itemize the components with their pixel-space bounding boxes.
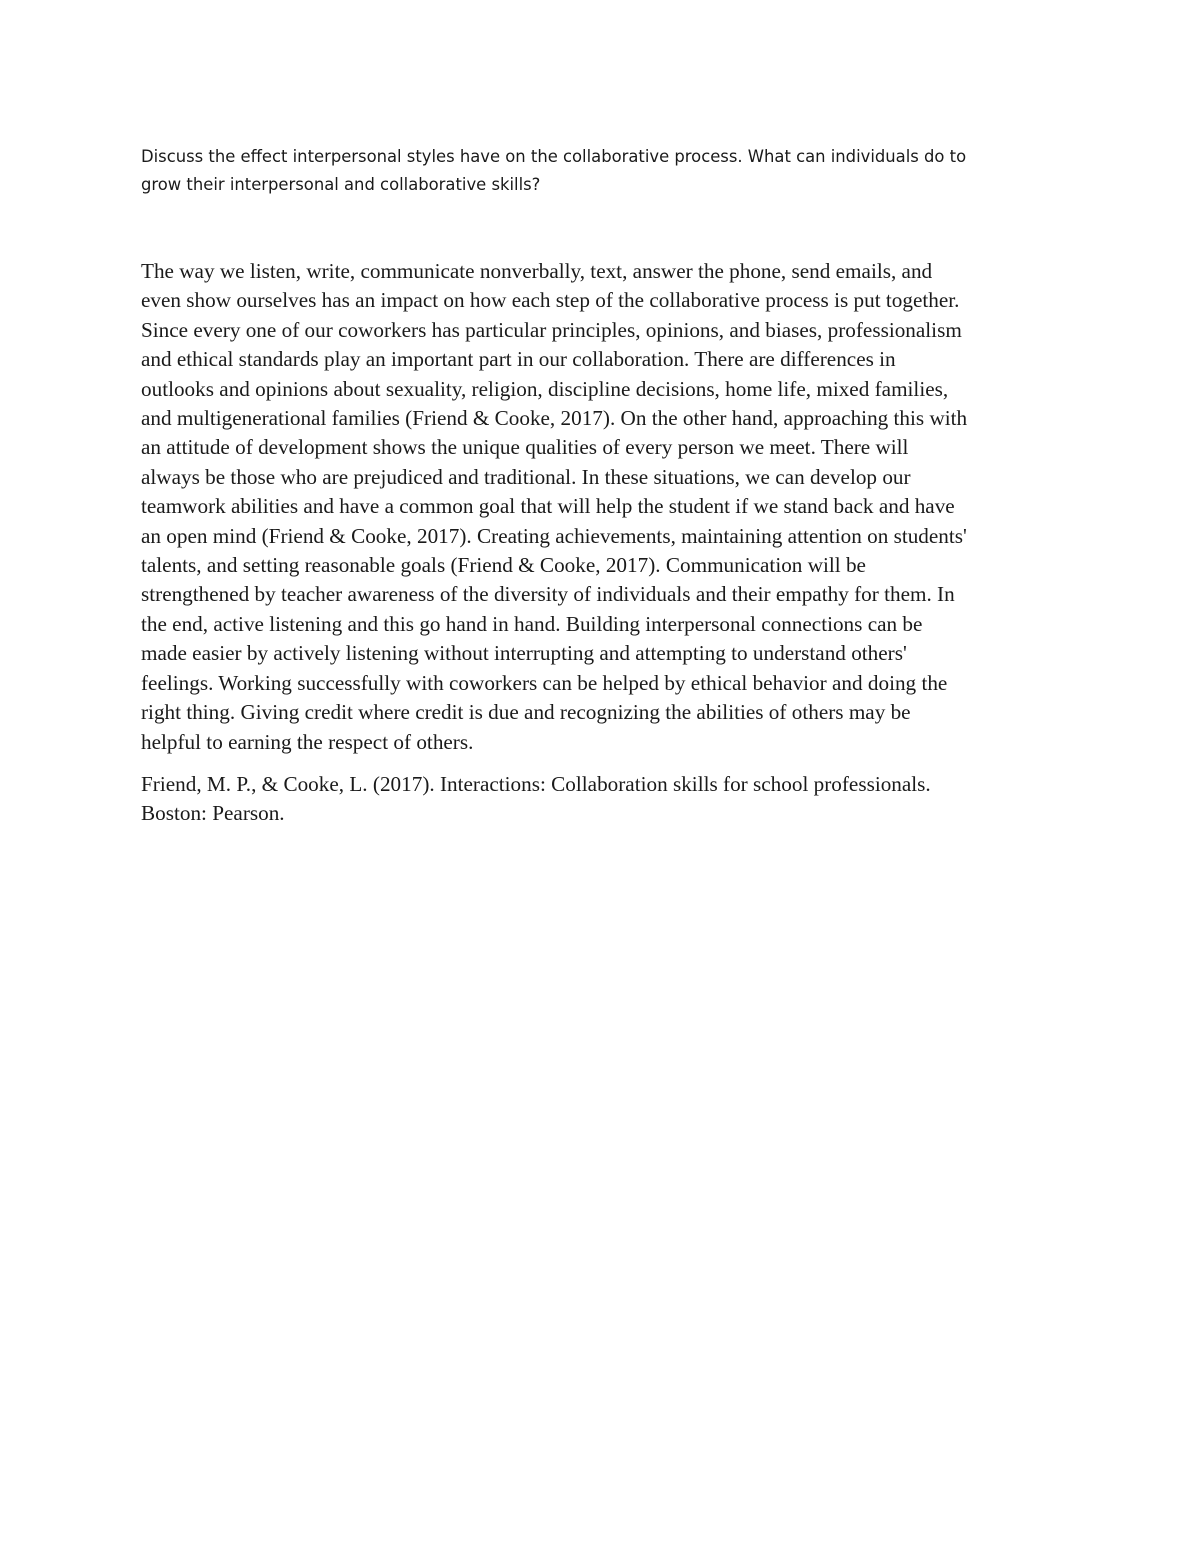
- answer-line: outlooks and opinions about sexuality, religion, discipline decisions, home life, mixed families,: [141, 376, 949, 401]
- answer-line: made easier by actively listening without interrupting and attempting to understand others': [141, 641, 907, 666]
- answer-line: and ethical standards play an important part in our collaboration. There are differences in: [141, 347, 896, 372]
- reference-line: Friend, M. P., & Cooke, L. (2017). Interactions: Collaboration skills for school professionals.: [141, 772, 931, 796]
- answer-line: Since every one of our coworkers has particular principles, opinions, and biases, professionalism: [141, 317, 962, 342]
- discussion-prompt: [141, 143, 1041, 199]
- answer-line: feelings. Working successfully with coworkers can be helped by ethical behavior and doing the: [141, 670, 948, 695]
- answer-line: an open mind (Friend & Cooke, 2017). Creating achievements, maintaining attention on students': [141, 523, 967, 548]
- reference-line: Boston: Pearson.: [141, 801, 285, 826]
- answer-line: the end, active listening and this go hand in hand. Building interpersonal connections can be: [141, 611, 923, 636]
- prompt-line: grow their interpersonal and collaborative skills?: [141, 175, 541, 194]
- answer-line: right thing. Giving credit where credit is due and recognizing the abilities of others may be: [141, 700, 911, 725]
- answer-line: strengthened by teacher awareness of the diversity of individuals and their empathy for them. In: [141, 582, 955, 607]
- answer-line: talents, and setting reasonable goals (Friend & Cooke, 2017). Communication will be: [141, 553, 866, 578]
- answer-line: and multigenerational families (Friend & Cooke, 2017). On the other hand, approaching this with: [141, 406, 968, 431]
- answer-line: even show ourselves has an impact on how each step of the collaborative process is put together.: [141, 288, 960, 313]
- answer-line: The way we listen, write, communicate nonverbally, text, answer the phone, send emails, and: [141, 259, 933, 283]
- prompt-line: Discuss the effect interpersonal styles have on the collaborative process. What can individuals do to: [141, 147, 967, 166]
- answer-line: always be those who are prejudiced and traditional. In these situations, we can develop our: [141, 464, 911, 489]
- answer-line: helpful to earning the respect of others.: [141, 729, 474, 754]
- reference-citation: [141, 770, 1071, 829]
- answer-paragraph: [141, 257, 1071, 757]
- answer-line: teamwork abilities and have a common goal that will help the student if we stand back and have: [141, 494, 955, 519]
- answer-line: an attitude of development shows the unique qualities of every person we meet. There will: [141, 435, 909, 460]
